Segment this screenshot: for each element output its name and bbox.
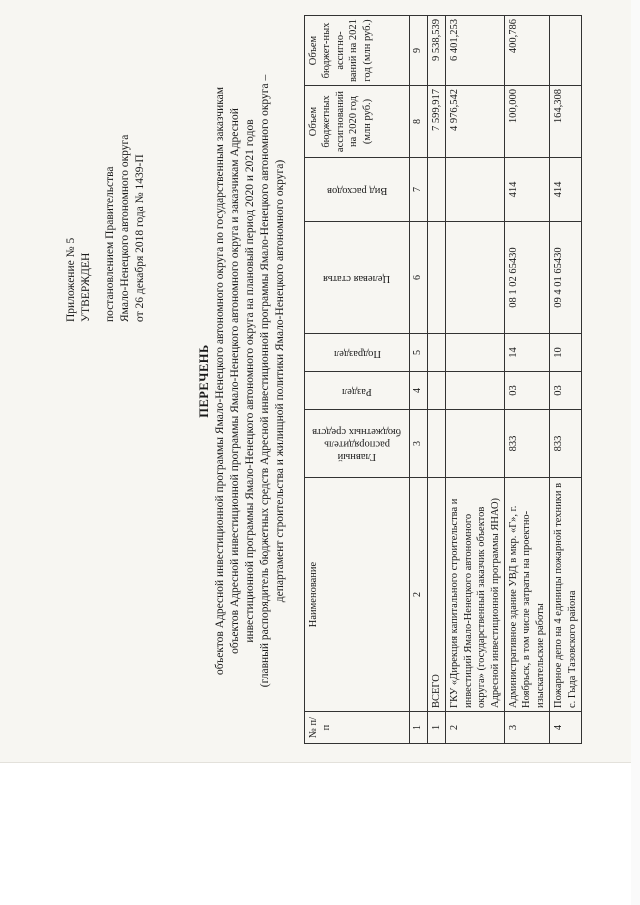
- program-table: [304, 15, 582, 744]
- cell-grbs: 833: [550, 410, 582, 478]
- title-line-5: департамент строительства и жилищной политики Ямало-Ненецкого автономного округа): [274, 159, 286, 603]
- cell-subsection: [427, 334, 445, 372]
- cell-vol2021: 9 538,539: [427, 16, 445, 86]
- cell-subsection: 14: [504, 334, 549, 372]
- title-line-4: (главный распорядитель бюджетных средств Адресной инвестиционной программы Ямало-Ненецкого автономного округа –: [259, 74, 272, 688]
- approval-approved: УТВЕРЖДЕН: [80, 252, 93, 322]
- approval-date: от 26 декабря 2018 года № 1439-П: [134, 154, 147, 322]
- approval-gap: [95, 82, 103, 322]
- cell-target: 08 1 02 65430: [504, 222, 549, 334]
- header-target-text: Целевая статья: [323, 272, 391, 284]
- cell-vol2020: 7 599,917: [427, 86, 445, 158]
- document-title: [196, 20, 288, 742]
- title-heading: ПЕРЕЧЕНЬ: [197, 344, 211, 418]
- header-num: № п/п: [305, 712, 410, 744]
- cell-vol2021: [550, 16, 582, 86]
- table-row: [446, 16, 505, 744]
- cell-target: [446, 222, 505, 334]
- title-line-1: объектов Адресной инвестиционной программы Ямало-Ненецкого автономного округа по государственным заказчикам: [214, 86, 227, 676]
- header-grbs: [305, 410, 410, 478]
- approval-resolution: постановлением Правительства: [103, 166, 116, 322]
- col-number: 4: [410, 372, 428, 410]
- cell-section: 03: [550, 372, 582, 410]
- cell-subsection: [446, 334, 505, 372]
- approval-government: Ямало-Ненецкого автономного округа: [118, 134, 131, 322]
- header-vol2020: Объем бюджетных ассигнований на 2020 год (млн руб.): [305, 86, 410, 158]
- cell-name: ГКУ «Дирекция капитального строительства и инвестиций Ямало-Ненецкого автономного округа» (государственный заказчик объектов Адресной инвестиционной программы ЯНАО): [446, 478, 505, 712]
- table-header-row: [305, 16, 410, 744]
- col-number: 7: [410, 158, 428, 222]
- cell-exp-type: [446, 158, 505, 222]
- cell-name: Административное здание УВД в мкр. «Г», г. Ноябрьск, в том числе затраты на проектно-изыскательские работы: [504, 478, 549, 712]
- cell-target: [427, 222, 445, 334]
- cell-vol2020: 100,000: [504, 86, 549, 158]
- header-subsection: [305, 334, 410, 372]
- cell-vol2020: 164,308: [550, 86, 582, 158]
- cell-exp-type: 414: [550, 158, 582, 222]
- cell-grbs: 833: [504, 410, 549, 478]
- cell-vol2021: 6 401,253: [446, 16, 505, 86]
- cell-num: 1: [427, 712, 445, 744]
- cell-num: 2: [446, 712, 505, 744]
- header-exp-type-text: Вид расходов: [326, 184, 388, 196]
- table-row: [427, 16, 445, 744]
- col-number: 5: [410, 334, 428, 372]
- table-row: [550, 16, 582, 744]
- cell-num: 4: [550, 712, 582, 744]
- header-subsection-text: Подраздел: [333, 347, 381, 359]
- cell-section: 03: [504, 372, 549, 410]
- col-number: 3: [410, 410, 428, 478]
- cell-exp-type: [427, 158, 445, 222]
- cell-subsection: 10: [550, 334, 582, 372]
- cell-target: 09 4 01 65430: [550, 222, 582, 334]
- cell-section: [427, 372, 445, 410]
- header-vol2021: Объем бюджет-ных ассигно-ваний на 2021 год (млн руб.): [305, 16, 410, 86]
- col-number: 8: [410, 86, 428, 158]
- title-line-2: объектов Адресной инвестиционной программы Ямало-Ненецкого автономного округа и заказчикам Адресной: [229, 108, 242, 654]
- cell-section: [446, 372, 505, 410]
- col-number: 2: [410, 478, 428, 712]
- cell-num: 3: [504, 712, 549, 744]
- header-exp-type: [305, 158, 410, 222]
- col-number: 6: [410, 222, 428, 334]
- cell-grbs: [427, 410, 445, 478]
- col-number: 1: [410, 712, 428, 744]
- approval-stamp: [64, 82, 148, 322]
- title-line-3: инвестиционной программы Ямало-Ненецкого автономного округа на плановый период 2020 и 2021 годов: [244, 119, 257, 643]
- approval-appendix: Приложение № 5: [65, 237, 77, 322]
- cell-name: Пожарное депо на 4 единицы пожарной техники в с. Гыда Тазовского района: [550, 478, 582, 712]
- header-name: Наименование: [305, 478, 410, 712]
- cell-vol2021: 400,786: [504, 16, 549, 86]
- cell-name: ВСЕГО: [427, 478, 445, 712]
- page-edge: [631, 0, 640, 905]
- header-section: [305, 372, 410, 410]
- cell-vol2020: 4 976,542: [446, 86, 505, 158]
- header-grbs-text: Главный распорядитель бюджетных средств: [312, 426, 402, 463]
- cell-grbs: [446, 410, 505, 478]
- header-section-text: Раздел: [342, 385, 372, 397]
- cell-exp-type: 414: [504, 158, 549, 222]
- table-row: [504, 16, 549, 744]
- header-target: [305, 222, 410, 334]
- column-number-row: [410, 16, 428, 744]
- col-number: 9: [410, 16, 428, 86]
